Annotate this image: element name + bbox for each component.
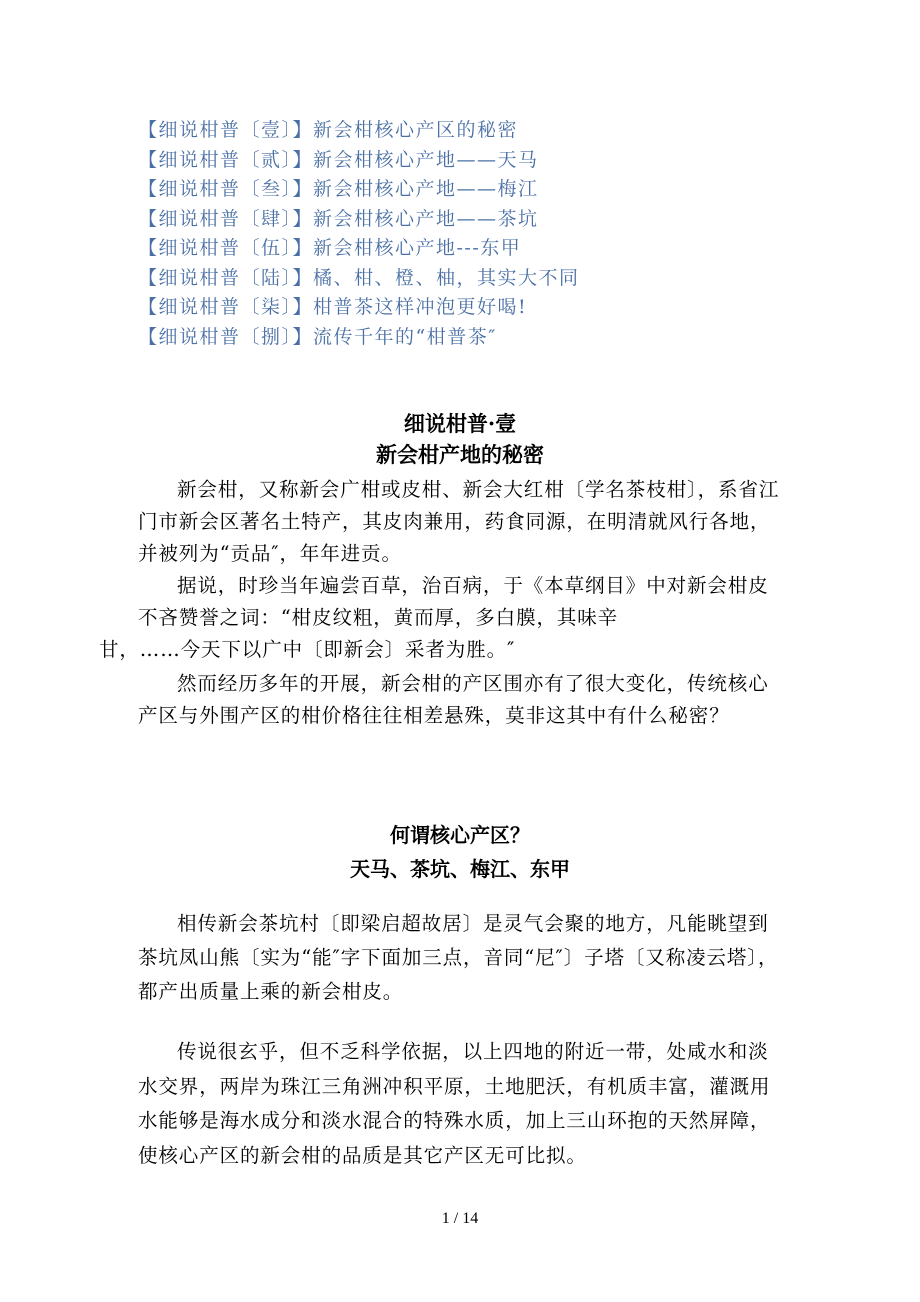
section-2-title: 何谓核心产区？ xyxy=(390,823,530,847)
paragraph-legend: 相传新会茶坑村〔即梁启超故居〕是灵气会聚的地方，凡能眺望到茶坑凤山熊〔实为“能″字下面加三点，音同“尼″〕子塔〔又称凌云塔〕，都产出质量上乘的新会柑皮。 xyxy=(138,912,779,1003)
section-2-heading xyxy=(138,818,782,886)
page-number: 1 / 14 xyxy=(441,1210,479,1227)
paragraph-bencao-part-1: 据说，时珍当年遍尝百草，治百病，于《本草纲目》中对新会柑皮不吝赞誉之词：“柑皮纹粗，黄而厚，多白膜，其味辛 xyxy=(138,574,769,629)
toc-link-6[interactable]: 【细说柑普〔陆〕】橘、柑、橙、柚，其实大不同 xyxy=(138,266,580,289)
paragraph-bencao xyxy=(99,570,782,666)
toc-link-5[interactable]: 【细说柑普〔伍〕】新会柑核心产地---东甲 xyxy=(138,237,522,259)
toc-link-1[interactable]: 【细说柑普〔壹〕】新会柑核心产区的秘密 xyxy=(138,119,519,141)
toc-link-7[interactable]: 【细说柑普〔柒〕】柑普茶这样冲泡更好喝! xyxy=(138,296,528,318)
toc-link-4[interactable]: 【细说柑普〔肆〕】新会柑核心产地——茶坑 xyxy=(138,207,539,230)
paragraph-question: 然而经历多年的开展，新会柑的产区围亦有了很大变化，传统核心产区与外围产区的柑价格往往相差悬殊，莫非这其中有什么秘密？ xyxy=(138,672,769,727)
toc-link-8[interactable]: 【细说柑普〔捌〕】流传千年的“柑普茶″ xyxy=(138,325,497,348)
section-2-subtitle: 天马、茶坑、梅江、东甲 xyxy=(350,857,570,881)
paragraph-bencao-part-2: 甘，……今天下以广中〔即新会〕采者为胜。″ xyxy=(99,638,516,661)
section-1-title: 细说柑普·壹 xyxy=(403,411,517,436)
paragraph-science: 传说很玄乎，但不乏科学依据，以上四地的附近一带，处咸水和淡水交界，两岸为珠江三角洲冲积平原，土地肥沃，有机质丰富，灌溉用水能够是海水成分和淡水混合的特殊水质，加上三山环抱的天然屏障，使核心产区的新会柑的品质是其它产区无可比拟。 xyxy=(138,1040,771,1167)
toc-link-2[interactable]: 【细说柑普〔贰〕】新会柑核心产地——天马 xyxy=(138,148,539,171)
table-of-contents xyxy=(138,116,838,352)
section-1-subtitle: 新会柑产地的秘密 xyxy=(376,442,544,467)
section-1-heading xyxy=(138,408,782,470)
paragraph-intro: 新会柑，又称新会广柑或皮柑、新会大红柑〔学名茶枝柑〕，系省江门市新会区著名土特产，其皮肉兼用，药食同源，在明清就风行各地，并被列为“贡品″，年年进贡。 xyxy=(138,478,780,565)
toc-link-3[interactable]: 【细说柑普〔叁〕】新会柑核心产地——梅江 xyxy=(138,178,539,200)
